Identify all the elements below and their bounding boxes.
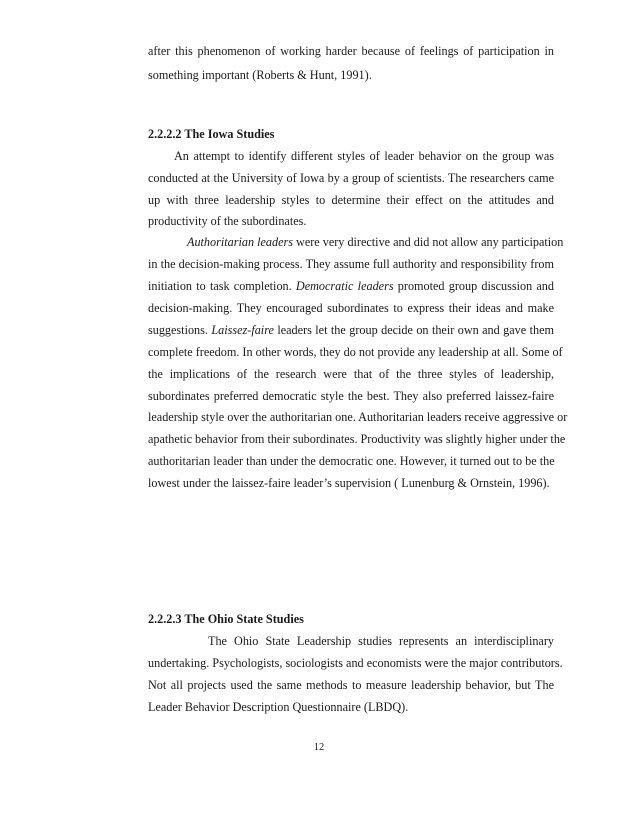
intro-line-2: something important (Roberts & Hunt, 1991).	[148, 68, 372, 82]
iowa-p2-line-10: apathetic behavior from their subordinates. Productivity was slightly higher under the	[148, 432, 566, 446]
page-number: 12	[313, 742, 325, 753]
section-heading-ohio: 2.2.2.3 The Ohio State Studies	[148, 612, 304, 626]
iowa-p2-line-5-rest: leaders let the group decide on their own and gave them	[273, 323, 554, 337]
iowa-p2-line-9: leadership style over the authoritarian one. Authoritarian leaders receive aggressive or	[148, 410, 568, 424]
iowa-p1-line-1: An attempt to identify different styles of leader behavior on the group was	[174, 149, 554, 163]
term-authoritarian-leaders: Authoritarian leaders	[187, 235, 293, 249]
ohio-line-3: Not all projects used the same methods to measure leadership behavior, but The	[148, 678, 554, 692]
iowa-p2-line-3-rest: promoted group discussion and	[393, 279, 554, 293]
iowa-p1-line-3: up with three leadership styles to determine their effect on the attitudes and	[148, 193, 554, 207]
iowa-p2-line-12: lowest under the laissez-faire leader’s supervision ( Lunenburg & Ornstein, 1996).	[148, 476, 550, 490]
ohio-line-4: Leader Behavior Description Questionnaire (LBDQ).	[148, 700, 409, 714]
ohio-line-2: undertaking. Psychologists, sociologists and economists were the major contributors.	[148, 656, 563, 670]
iowa-p2-line-8: subordinates preferred democratic style the best. They also preferred laissez-faire	[148, 389, 554, 403]
iowa-p2-line-11: authoritarian leader than under the democratic one. However, it turned out to be the	[148, 454, 555, 468]
iowa-p2-line-3	[148, 278, 554, 294]
iowa-p1-line-4: productivity of the subordinates.	[148, 214, 307, 228]
iowa-p2-line-2: in the decision-making process. They assume full authority and responsibility from	[148, 257, 554, 271]
intro-line-1: after this phenomenon of working harder because of feelings of participation in	[148, 44, 554, 58]
iowa-p2-line-5-pre: suggestions.	[148, 323, 212, 337]
iowa-p2-line-3-pre: initiation to task completion.	[148, 279, 296, 293]
ohio-line-1: The Ohio State Leadership studies represents an interdisciplinary	[208, 634, 554, 648]
iowa-p2-line-5	[148, 322, 554, 338]
term-democratic-leaders: Democratic leaders	[295, 279, 394, 293]
iowa-p2-line-4: decision-making. They encouraged subordinates to express their ideas and make	[148, 301, 554, 315]
term-laissez-faire: Laissez-faire	[211, 323, 274, 337]
iowa-p2-line-7: the implications of the research were that of the three styles of leadership,	[148, 367, 554, 381]
section-heading-iowa: 2.2.2.2 The Iowa Studies	[148, 127, 275, 141]
iowa-p2-line-1-text: were very directive and did not allow any participation	[292, 235, 564, 249]
iowa-p2-line-1	[187, 234, 564, 250]
iowa-p1-line-2: conducted at the University of Iowa by a group of scientists. The researchers came	[148, 171, 554, 185]
iowa-p2-line-6: complete freedom. In other words, they do not provide any leadership at all. Some of	[148, 345, 563, 359]
